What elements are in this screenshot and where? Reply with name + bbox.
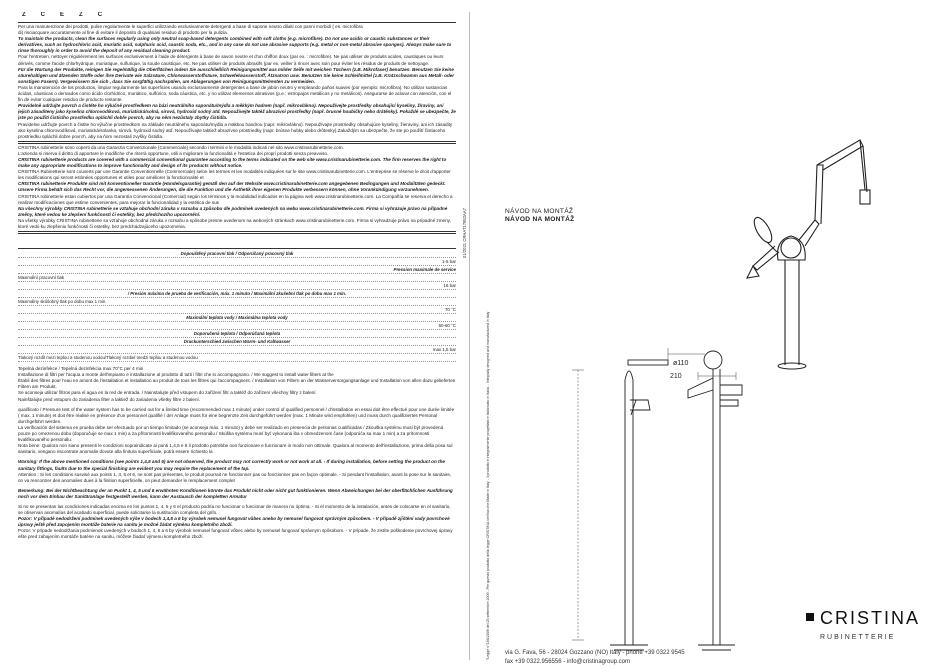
legal-text: "Legge n°166/2009 del 25 settembre 2009 - Per questo prodotto della legge CRISTINA verifica che Made in Italy - il prodotto è integralmente progettato e fabbricato in Italia... Integrally designed and manufactured in Italy	[486, 311, 490, 660]
spec-row	[18, 346, 456, 354]
spec-row	[18, 266, 456, 274]
spec-text: Maximální teplota vody / Maximálna teplota vody	[186, 315, 288, 321]
paragraph: Warning: If the above mentioned conditions (see points 1,4,5 and 6) are not observed, the product may not correctly work or not work at all. - If during installation, before setting the product on the sanitary fittings, faults due to the special finishing are evident you may require the replacement of the tap.	[18, 459, 445, 471]
address-line: fax +39 0322.956556 - info@cristinagroup.com	[505, 658, 631, 665]
spec-text: Druckunterschied zwischen Warm- und Kaltwasser	[183, 339, 291, 345]
paragraph: Per una manutenzione dei prodotti, pulire regolarmente le superfici utilizzando esclusivamente detergenti a base di sapone neutro diluiti con panni morbidi ( es. microfibra	[18, 24, 363, 29]
spec-row	[18, 354, 456, 362]
paragraph: Para la manutención de los productos, limpiar regularmente las superficies usando exclusivamente detergentes a base de jabón neutro y empleando paños suaves (por ejemplo: microfibra). No utilizar sustancias ácidas, cáusticas o derivados como ácido clorhídrico, muriático, sulfúrico, soda cáustica, etc. y no utilizar elementos abrasivos (p.e.: estropajos metálicos y no metálicos). Asegurarse de aclarar con atención, con el fin de evitar cualquier residuo de producto restante.	[18, 84, 452, 103]
paragraph: CRISTINA Rubinetterie sont couverts par une Garantie Conventionnelle (Commerciale) selon les termes et les modalités indiquées sur le site www.cristinarubinetterie.com. L'entreprise se réserve le droit d'apporter les modifications qui seront estimées opportunes et utiles pour améliorer la fonctionnalité et	[18, 169, 451, 181]
paragraph: qualificato / Pressure test of the water system has to be carried out for a limited time (recommended max 1 minute) under control of qualified personnel / d'installation en essai doit être effectué pour une durée limitée ( max. 1 minute) et doit être réalisé en présence d'un personnel qualifié / der Anlage muss für eine begrenzte Zeit durchgeführt werden (max. 1 Minute wird empfohlen) und muss durch qualifiziertes Personal durchgeführt werden.	[18, 406, 455, 424]
paragraph: di) risciacquare accuratamente al fine di evitare il deposito di qualsiasi residuo di prodotto per la pulizia.	[18, 30, 228, 36]
brand-name: CRISTINA	[820, 608, 921, 628]
paragraph: CRISTINA rubinetterie products are covered with a commercial conventional guarantee according to the terms indicated on the web site www.cristinarubinetterie.com. The firm reserves the right to make any appropriate modifications to improve functionality and design of its products without notice.	[18, 156, 447, 169]
spec-text: Pression maximale de service	[393, 267, 456, 273]
paragraph: Installazione di filtri per l'acqua a monte dell'impianto e installazione al prodotto di tutti i filtri che lo accompagnano. / We suggest to install water filters at the	[18, 372, 334, 378]
warranty-section	[18, 145, 456, 230]
spec-row	[18, 330, 456, 338]
install-section	[18, 366, 456, 540]
dimension-label: 210	[670, 373, 682, 380]
dimension-label: ø110	[673, 360, 689, 367]
paragraph: CRISTINA rubinetterie sono coperti da una Garanzia Convenzionale (Commerciale) secondo i termini e le modalità indicati nel sito www.cristinarubinetterie.com.	[18, 144, 344, 150]
paragraph: CRISTINA rubinetterie estan cubiertos por una Garantía Convencional (Comercial) según los términos y la modalidad indicados en la página web www.cristinarubinetterie.com. La Compañía se reserva el derecho a realizar modificaciones que estime convenientes, para mejorar la funcionalidad y la estética de sus	[18, 193, 453, 205]
spec-table	[18, 250, 456, 362]
dimension-drawing	[570, 340, 760, 660]
paragraph: Für die Wartung der Produkte, reinigen Sie regelmäßig die Oberflächen indem Sie ausschließlich Reinigungsmittel aus milder Seife mit weichen Tüchern (z.B. Mikrofaser) benutzen. Benutzen Sie keine säurehaltigen und ätzenden Stoffe oder ihre Derivate wie Salzsäure, Chlorwasserstoffsäure, Schwefelwasserstoff, Ätznatron usw. Benutzen Sie keine Schleifmittel (z.B. Kratzschwamm aus Metall- oder sonstigen Fasern). Vergewissern Sie sich , dass Sie sorgfältig nachspülen, um Ablagerungen von Reinigungsmittelresten zu vermeiden.	[18, 66, 455, 84]
care-section	[18, 24, 456, 140]
paragraph: Nainštalujte pred vstupom do zariadenia filter a taktiež do zariadenia všetky filtre z balení.	[18, 396, 201, 402]
spec-text: 50-60 °C	[438, 323, 456, 329]
paragraph: Pour l'entretien, nettoyer régulièrement les surfaces exclusivement à l'aide de détergents à base de savon neutre et d'un chiffon doux (par ex. : microfibre). Ne pas utiliser de produits acides, caustiques ou leurs dérivés, comme l'acide chlorhydrique, muriatique, sulfurique, la soude caustique, etc. Ne pas utiliser de produits abrasifs (par ex. veiller à rincer avec soin pour éviter les résidus de produits de nettoyage.	[18, 54, 444, 66]
spec-text: Tlakový rozdíl mezi teplou a studenou vodou/Tlakový rozdiel medzi teplou a studenou vodou	[18, 355, 198, 361]
paragraph: Pozor: V případě nedodržení podmínek uvedených výše v bodech 1,4,5 a 6 by výrobek nemusel fungovat vůbec anebo by nemusel fungovat správným způsobem. - V případě zjištění vady povrchové úpravy ještě před zapojením montáže baterie na sanitu je možné žádat výměnu kompletního zboží.	[18, 516, 450, 528]
paragraph: Tepelná dezinfekce / Tepelná dezinfekcia max 70°C per 4 min	[18, 366, 144, 372]
header-letter: Z	[22, 12, 35, 18]
paragraph: Se aconseja utilizar filtros para el agua en la red de entrada. / Nainstalujte před vstupem do zařízení filtr a taktéž do zařízení všechny filtry z balení.	[18, 390, 317, 396]
title-block	[505, 208, 574, 224]
header-letter: E	[60, 12, 74, 18]
address-line: via G. Fava, 56 - 28024 Gozzano (NO) Italy - phone +39 0322 9545	[505, 650, 685, 656]
logo-square-icon	[806, 613, 814, 621]
paragraph: Bemerkung: Bei der Nichtbeachtung der an Punkt 1, 4, 5 und 6 erwähnten Konditionen könnte das Produkt nicht oder nicht gut funktionieren. Wenn Abweichungen bei der oberflächlichen Ausführung noch vor dem Einbau der Sanitäranlage festgestellt werden, kann der Austausch der kompletten Armatur	[18, 487, 453, 499]
paragraph: Pozor: V prípade nedodržania podmienok uvedených v bodoch 1, 4, 5 a 6 by výrobok nemusel fungovať vôbec alebo by nemusel fungovať správnym spôsobom. - V prípade, že zistíte poškodenie povrchovej úpravy ešte pred zabajením montáže batérie na sanitu, môžete žiadať výmenu kompletného zboží.	[18, 528, 453, 540]
spec-row	[18, 306, 456, 314]
title-line-bold: NÁVOD NA MONTÁŽ	[505, 216, 575, 223]
spec-row	[18, 314, 456, 322]
spec-row	[18, 258, 456, 266]
header-letter: C	[40, 12, 55, 18]
paragraph: To maintain the products, clean the surfaces regularly using only neutral soap-based detergents combined with soft cloths (e.g. microfibre). Do not use acidic or caustic substances or their derivatives, such as hydrochloric acid, muriatic acid, sulphuric acid, caustic soda, etc., and in any case do not use abrasive supports (e.g. metal or non-metal abrasive sponges). Always make sure to rinse thoroughly in order to avoid the deposit of any residual cleaning product.	[18, 36, 452, 54]
paragraph: Si no se presentan las condiciones indicadas encima en los puntos 1, 4, 5 y 6 el producto podría no funcionar o funcionar de manera no óptima; - Si el momento de la instalación, antes de colocarse en el sanitario, se observan anomalías del acabado superficial, puede solicitarse la sustitución completa del grifo.	[18, 503, 451, 516]
paragraph: Attention : Si les conditions susvisé aux points 1, 4, 5 et 6, ne sont pas présentes, le produit pourrait ne fonctionner pas ou fonctionner pas en façon optimale. - Si pendant l'installation, avant la pose sur le sanitaire, on va rencontrer des anomalies dues à la finition superficielle, on peut demander le remplacement complet	[18, 471, 452, 483]
spec-text: max 1,5 bar	[432, 347, 456, 353]
spec-text: Maximální pracovní tlak	[18, 275, 65, 281]
paragraph: Établi des filtres pour l'eau en amont de l'installation et installation au produit de tous les filtres qui l'accompagnent. / Installation von Filtern an der Wasserversorgungsanlage und Installation von allen dazu gelieferten Filtern am Produkt.	[18, 378, 456, 390]
spec-text: 1-5 bar	[442, 259, 456, 265]
faucet-illustration	[745, 70, 875, 370]
spec-text: Doporučená teplota / Odporúčaná teplota	[193, 331, 281, 337]
paragraph: Pravidelne udržujte povrch a čistite ho výlučne prostriedkom na základe neutrálneho saponátu/mydla a mäkkou handrou (napr. mikrovlákno). Nepoužívajte prostriedky obsahujúce kyseliny, žieraviny, ani ich zásadity ako kyselina chlorovodíková, muriatická/solanka, sírová, hydroxid sodný atď. Nepoužívajte taktiež abrazívne prostriedky (napr. brúsne hubky alebo drôtenky).Zakaždým sa ubezpečte, že ste po použití čistiaceho prostriedku opláchli dobre povrch, aby na ňom nezostali zvyšky čistidla.	[18, 121, 453, 139]
spec-row	[18, 322, 456, 330]
spec-text: 16 bar	[443, 283, 456, 289]
spec-text: Dopouštěný pracovní tlak / Odporúčaný pracovný tlak	[180, 251, 294, 257]
spec-text: 70 °C	[444, 307, 456, 313]
paragraph: Na všechny výrobky CRISTINA rubinetterie se vztahuje obchodní záruka v rozsahu a způsobu dle podmínek uvedených na webu www.cristinarubinetterie.com. Firma si vyhrazuje právo na případné změny, které vedou ke zlepšení funkčnosti či estetiky, bez předchozího upozornění.	[18, 205, 448, 217]
spec-row	[18, 250, 456, 258]
spec-text: Maximálny skúšobný tlak po dobu max 1 min.	[18, 299, 107, 305]
spec-row	[18, 298, 456, 306]
spec-text: / Presión máxima de prueba de verificación, máx. 1 minuto / Maximální zkušební tlak po dobu max 1 min.	[127, 291, 347, 297]
spec-row	[18, 290, 456, 298]
paragraph: Pravidelně udržujte povrch a čistěte ho výlučně prostředkem na bázi neutrálního saponátu/mýdla a měkkým hadrem (např. mikrovlákno). Nepoužívejte prostředky obsahující kyseliny, žíraviny, ani jejich zásaditeny jako kyselina chlorovodíková, muriatická/solná, sírová, hydroxid sodný atd. Nepoužívejte taktéž abrazivní prostředky (např. brusné houbičky nebo drátěnky). Pokaždé se ubezpečte, že jste po použití čisticího prostředku opláchli dobře povrch, aby na něm nezůstaly zbytky čistidla.	[18, 103, 456, 121]
paragraph: CRISTINA rubinetterie Produkte sind mit konventioneller Garantie (Handelsgarantie) gemäß den auf der Website www.cristinarubinetterie.com angegebenen Bedingungen und Modalitäten gedeckt. Unsere Firma behält sich das Recht vor, die angemessenen Änderungen, die die Funktion und die Ästhetik ihrer eigenen Produkte verbessern können, ohne Vorankündigung vorzunehmen.	[18, 181, 446, 193]
instruction-text-column	[18, 12, 456, 667]
spec-row	[18, 282, 456, 290]
company-address	[505, 649, 685, 666]
brand-subtitle: RUBINETTERIE	[820, 634, 896, 641]
spec-row	[18, 338, 456, 346]
paragraph: Nota bene: Qualora non siano presenti le condizioni sopraindicate ai punti 1,4,5 e 6 il prodotto potrebbe non funzionare e funzionare in modo non ottimale. Qualora al momento dell'installazione, prima della posa sul sanitario, vengano riscontrate anomalie dovute alla finitura superficiale, potrà essere richiesto la	[18, 443, 453, 455]
paragraph: Na všetky výrobky CRISTINA rubinetterie sa vzťahuje obchodná záruka v rozsahu a spôsobe presne uvedenom na webových stránkach www.cristinarubinetterie.com. Firma si vyhradzuje právo na prípadné zmeny, ktoré vedú ku zlepšeniu funkčnosti či estetiky, bez predchádzajúceho upozornenia.	[18, 217, 451, 229]
spec-row	[18, 274, 456, 282]
column-header	[22, 12, 456, 21]
paragraph: L'azienda si riserva il diritto di apportare le modifiche che riterrà opportune, utili a migliorare la funzionalità e l'estetica dei propri prodotti senza preavviso.	[18, 150, 329, 156]
paragraph: La verificación del sistema en prueba debe ser efectuado por un tiempo limitado (se aconseja máx. 1 minuto) y debe ser realizado en presencia de personas cualificadas / Zkouška systému musí být provedená pouze po omezenou dobu (doporučuje se max 1 min) a za přítomnosti kvalifikovaného personálu / Skúška systému musí byť vykonaná iba v obmedzenom čase (odporúča sa max 1 min) a za prítomnosti kvalifikovaného personálu.	[18, 424, 444, 443]
date-code: 01/2021 CRHAT17852AA7	[462, 208, 467, 258]
title-line: NÁVOD NA MONTÁŽ	[505, 208, 574, 215]
header-letter: Z	[79, 12, 92, 18]
header-letter: C	[97, 12, 112, 18]
